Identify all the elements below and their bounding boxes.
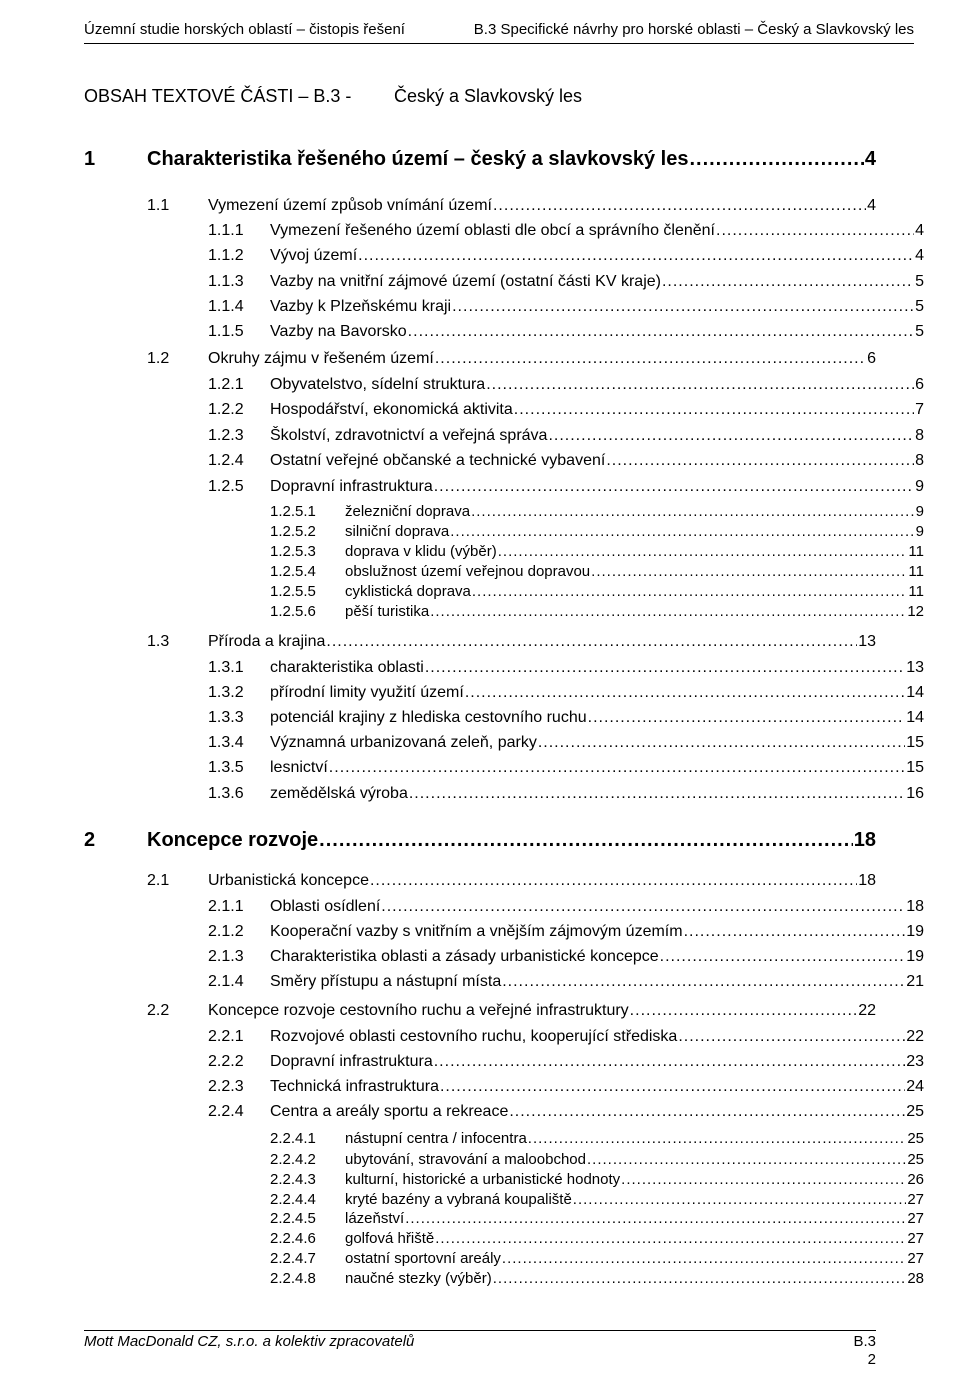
toc-entry-page: 13 bbox=[858, 633, 876, 650]
toc-entry-number: 1.2.5.3 bbox=[270, 543, 316, 560]
toc-entry[interactable] bbox=[208, 759, 924, 781]
toc-entry[interactable] bbox=[270, 523, 924, 545]
toc-dot-leader bbox=[319, 829, 853, 852]
toc-dot-leader bbox=[587, 1151, 906, 1168]
toc-dot-leader bbox=[381, 898, 905, 916]
toc-entry-page: 4 bbox=[915, 247, 924, 264]
toc-entry-page: 5 bbox=[915, 273, 924, 290]
toc-entry-page: 4 bbox=[915, 222, 924, 239]
toc-entry-number: 2.1.3 bbox=[208, 948, 244, 965]
toc-dot-leader bbox=[408, 323, 914, 341]
toc-dot-leader bbox=[409, 785, 905, 803]
document-title bbox=[84, 86, 583, 107]
toc-entry-label: kryté bazény a vybraná koupaliště bbox=[345, 1191, 572, 1208]
toc-entry[interactable] bbox=[270, 1230, 924, 1252]
footer-author: Mott MacDonald CZ, s.r.o. a kolektiv zpracovatelů bbox=[84, 1333, 415, 1350]
toc-entry-label: ubytování, stravování a maloobchod bbox=[345, 1151, 586, 1168]
toc-entry-page: 22 bbox=[858, 1002, 876, 1019]
header-right-text: B.3 Specifické návrhy pro horské oblasti – Český a Slavkovský les bbox=[473, 21, 914, 38]
toc-dot-leader bbox=[472, 583, 908, 600]
toc-entry[interactable] bbox=[270, 1270, 924, 1292]
toc-entry-number: 1.3.2 bbox=[208, 684, 244, 701]
toc-dot-leader bbox=[548, 427, 914, 445]
toc-entry[interactable] bbox=[208, 709, 924, 731]
toc-entry-page: 21 bbox=[906, 973, 924, 990]
toc-entry-label: Kooperační vazby s vnitřním a vnějším zájmovým územím bbox=[270, 923, 683, 940]
toc-entry-page: 19 bbox=[906, 948, 924, 965]
toc-entry-page: 25 bbox=[907, 1151, 924, 1168]
toc-entry-number: 2.2.4.8 bbox=[270, 1270, 316, 1287]
toc-entry[interactable] bbox=[208, 222, 924, 244]
toc-dot-leader bbox=[528, 1130, 907, 1147]
toc-dot-leader bbox=[435, 350, 866, 368]
toc-entry-number: 2.2.4.4 bbox=[270, 1191, 316, 1208]
toc-entry[interactable] bbox=[208, 923, 924, 945]
toc-entry[interactable] bbox=[208, 478, 924, 500]
toc-entry[interactable] bbox=[208, 898, 924, 920]
toc-entry-page: 15 bbox=[906, 734, 924, 751]
toc-entry-number: 2.2.4.5 bbox=[270, 1210, 316, 1227]
toc-entry-number: 2.1.2 bbox=[208, 923, 244, 940]
toc-entry-number: 1.2.5.2 bbox=[270, 523, 316, 540]
toc-entry-number: 2.2.4 bbox=[208, 1103, 244, 1120]
toc-dot-leader bbox=[689, 148, 863, 171]
toc-entry[interactable] bbox=[147, 872, 876, 894]
toc-entry-label: Okruhy zájmu v řešeném území bbox=[208, 350, 434, 367]
toc-entry-page: 5 bbox=[915, 323, 924, 340]
toc-entry-number: 1.2.5.4 bbox=[270, 563, 316, 580]
page-footer bbox=[84, 1330, 876, 1368]
toc-entry-page: 28 bbox=[907, 1270, 924, 1287]
toc-entry-number: 2.1.1 bbox=[208, 898, 244, 915]
toc-dot-leader bbox=[326, 633, 857, 651]
toc-entry-page: 9 bbox=[915, 478, 924, 495]
toc-entry-number: 1.1.3 bbox=[208, 273, 244, 290]
toc-dot-leader bbox=[498, 543, 908, 560]
toc-entry-label: Oblasti osídlení bbox=[270, 898, 381, 915]
toc-entry-page: 27 bbox=[907, 1250, 924, 1267]
toc-entry[interactable] bbox=[208, 376, 924, 398]
toc-entry-label: Centra a areály sportu a rekreace bbox=[270, 1103, 509, 1120]
toc-entry-label: lesnictví bbox=[270, 759, 328, 776]
toc-entry[interactable] bbox=[208, 273, 924, 295]
toc-entry-number: 1.3.1 bbox=[208, 659, 244, 676]
toc-dot-leader bbox=[630, 1002, 858, 1020]
toc-entry-label: golfová hřiště bbox=[345, 1230, 435, 1247]
toc-entry-label: Charakteristika oblasti a zásady urbanistické koncepce bbox=[270, 948, 659, 965]
toc-entry[interactable] bbox=[147, 633, 876, 655]
toc-entry-number: 1.3.6 bbox=[208, 785, 244, 802]
toc-entry-number: 2.2.4.2 bbox=[270, 1151, 316, 1168]
toc-entry-page: 11 bbox=[908, 563, 924, 580]
toc-entry-number: 2.1 bbox=[147, 872, 170, 889]
toc-dot-leader bbox=[591, 563, 907, 580]
toc-entry-page: 6 bbox=[867, 350, 876, 367]
toc-dot-leader bbox=[621, 1171, 906, 1188]
toc-entry-label: cyklistická doprava bbox=[345, 583, 471, 600]
toc-entry-number: 1.3.4 bbox=[208, 734, 244, 751]
toc-dot-leader bbox=[435, 1230, 906, 1247]
toc-entry-label: Vazby na vnitřní zájmové území (ostatní části KV kraje) bbox=[270, 273, 661, 290]
toc-entry[interactable] bbox=[208, 785, 924, 807]
toc-dot-leader bbox=[493, 197, 866, 215]
toc-entry[interactable] bbox=[84, 829, 876, 851]
toc-entry[interactable] bbox=[208, 684, 924, 706]
toc-entry-number: 1.1.1 bbox=[208, 222, 244, 239]
toc-entry-label: charakteristika oblasti bbox=[270, 659, 424, 676]
toc-dot-leader bbox=[358, 247, 914, 265]
toc-entry-label: Dopravní infrastruktura bbox=[270, 1053, 433, 1070]
toc-entry-page: 4 bbox=[864, 148, 876, 170]
toc-entry-label: pěší turistika bbox=[345, 603, 430, 620]
toc-entry-page: 27 bbox=[907, 1191, 924, 1208]
toc-entry-number: 1.3.5 bbox=[208, 759, 244, 776]
toc-entry[interactable] bbox=[270, 503, 924, 525]
document-title-subject: Český a Slavkovský les bbox=[394, 86, 583, 106]
toc-entry-page: 11 bbox=[908, 543, 924, 560]
document-title-prefix: OBSAH TEXTOVÉ ČÁSTI – B.3 - bbox=[84, 86, 352, 106]
toc-entry-page: 14 bbox=[906, 684, 924, 701]
toc-entry-page: 4 bbox=[867, 197, 876, 214]
toc-dot-leader bbox=[716, 222, 914, 240]
toc-entry[interactable] bbox=[208, 401, 924, 423]
toc-dot-leader bbox=[660, 948, 906, 966]
toc-entry-page: 25 bbox=[907, 1130, 924, 1147]
toc-dot-leader bbox=[425, 659, 905, 677]
toc-entry-page: 11 bbox=[908, 583, 924, 600]
toc-entry-number: 2.2.4.1 bbox=[270, 1130, 316, 1147]
toc-entry[interactable] bbox=[270, 1250, 924, 1272]
toc-entry-label: Rozvojové oblasti cestovního ruchu, kooperující střediska bbox=[270, 1028, 678, 1045]
toc-dot-leader bbox=[573, 1191, 907, 1208]
toc-entry-page: 7 bbox=[915, 401, 924, 418]
toc-entry-page: 18 bbox=[853, 829, 876, 851]
toc-dot-leader bbox=[430, 603, 906, 620]
toc-dot-leader bbox=[606, 452, 914, 470]
header-left-text: Územní studie horských oblastí – čistopis řešení bbox=[84, 21, 405, 38]
toc-dot-leader bbox=[678, 1028, 905, 1046]
toc-entry[interactable] bbox=[208, 1078, 924, 1100]
toc-dot-leader bbox=[514, 401, 914, 419]
toc-entry-label: železniční doprava bbox=[345, 503, 471, 520]
toc-entry-page: 22 bbox=[906, 1028, 924, 1045]
toc-entry-page: 24 bbox=[906, 1078, 924, 1095]
toc-entry-number: 1.2.1 bbox=[208, 376, 244, 393]
toc-dot-leader bbox=[329, 759, 905, 777]
toc-entry[interactable] bbox=[208, 452, 924, 474]
toc-dot-leader bbox=[509, 1103, 905, 1121]
toc-entry-page: 8 bbox=[915, 452, 924, 469]
toc-entry-label: Koncepce rozvoje cestovního ruchu a veřejné infrastruktury bbox=[208, 1002, 629, 1019]
page-header bbox=[84, 21, 914, 44]
toc-entry[interactable] bbox=[270, 1130, 924, 1152]
toc-entry-page: 19 bbox=[906, 923, 924, 940]
toc-entry-label: zemědělská výroba bbox=[270, 785, 408, 802]
toc-entry-number: 1.1.2 bbox=[208, 247, 244, 264]
toc-entry-number: 2.2.1 bbox=[208, 1028, 244, 1045]
toc-entry-page: 26 bbox=[907, 1171, 924, 1188]
toc-entry[interactable] bbox=[270, 1171, 924, 1193]
toc-dot-leader bbox=[588, 709, 906, 727]
toc-entry-label: Vazby k Plzeňskému kraji bbox=[270, 298, 452, 315]
toc-entry-label: Vývoj území bbox=[270, 247, 358, 264]
toc-entry[interactable] bbox=[270, 1210, 924, 1232]
toc-dot-leader bbox=[493, 1270, 907, 1287]
toc-dot-leader bbox=[440, 1078, 905, 1096]
toc-entry-label: Dopravní infrastruktura bbox=[270, 478, 433, 495]
toc-entry-number: 1.1.5 bbox=[208, 323, 244, 340]
toc-dot-leader bbox=[471, 503, 915, 520]
toc-entry[interactable] bbox=[270, 563, 924, 585]
footer-page-number: 2 bbox=[867, 1351, 876, 1368]
toc-entry-page: 27 bbox=[907, 1210, 924, 1227]
toc-dot-leader bbox=[486, 376, 914, 394]
toc-entry-number: 1.2 bbox=[147, 350, 170, 367]
toc-entry[interactable] bbox=[208, 659, 924, 681]
toc-entry-number: 1.2.4 bbox=[208, 452, 244, 469]
toc-entry[interactable] bbox=[147, 1002, 876, 1024]
toc-entry[interactable] bbox=[270, 603, 924, 625]
toc-entry-page: 9 bbox=[915, 523, 924, 540]
toc-entry-page: 13 bbox=[906, 659, 924, 676]
toc-entry-label: obslužnost území veřejnou dopravou bbox=[345, 563, 591, 580]
toc-entry-label: Hospodářství, ekonomická aktivita bbox=[270, 401, 513, 418]
toc-entry[interactable] bbox=[208, 1028, 924, 1050]
toc-dot-leader bbox=[684, 923, 906, 941]
toc-dot-leader bbox=[450, 523, 914, 540]
toc-entry[interactable] bbox=[208, 247, 924, 269]
toc-entry-label: silniční doprava bbox=[345, 523, 450, 540]
toc-dot-leader bbox=[452, 298, 914, 316]
toc-entry-number: 1.1 bbox=[147, 197, 170, 214]
toc-dot-leader bbox=[662, 273, 914, 291]
toc-entry-number: 1.2.5.5 bbox=[270, 583, 316, 600]
toc-entry-label: Urbanistická koncepce bbox=[208, 872, 369, 889]
toc-entry-number: 1.2.5.1 bbox=[270, 503, 316, 520]
toc-dot-leader bbox=[405, 1210, 906, 1227]
toc-entry-label: ostatní sportovní areály bbox=[345, 1250, 501, 1267]
toc-entry-label: Ostatní veřejné občanské a technické vybavení bbox=[270, 452, 606, 469]
toc-entry-number: 1.1.4 bbox=[208, 298, 244, 315]
toc-entry[interactable] bbox=[208, 973, 924, 995]
toc-entry[interactable] bbox=[208, 427, 924, 449]
toc-entry-label: Školství, zdravotnictví a veřejná správa bbox=[270, 427, 548, 444]
toc-entry-page: 23 bbox=[906, 1053, 924, 1070]
toc-entry-page: 5 bbox=[915, 298, 924, 315]
toc-entry-label: Koncepce rozvoje bbox=[147, 829, 319, 851]
toc-entry-page: 25 bbox=[906, 1103, 924, 1120]
toc-entry[interactable] bbox=[208, 734, 924, 756]
toc-entry-page: 12 bbox=[907, 603, 924, 620]
toc-entry-number: 1.3 bbox=[147, 633, 170, 650]
toc-entry-page: 14 bbox=[906, 709, 924, 726]
toc-entry-page: 15 bbox=[906, 759, 924, 776]
toc-entry[interactable] bbox=[208, 948, 924, 970]
toc-dot-leader bbox=[370, 872, 857, 890]
toc-dot-leader bbox=[502, 973, 905, 991]
toc-entry[interactable] bbox=[147, 350, 876, 372]
toc-entry-label: Příroda a krajina bbox=[208, 633, 326, 650]
toc-entry-number: 1.2.2 bbox=[208, 401, 244, 418]
toc-entry-label: doprava v klidu (výběr) bbox=[345, 543, 497, 560]
toc-entry-page: 18 bbox=[858, 872, 876, 889]
toc-entry-page: 27 bbox=[907, 1230, 924, 1247]
toc-entry-page: 18 bbox=[906, 898, 924, 915]
toc-entry-number: 2 bbox=[84, 829, 96, 851]
toc-entry-number: 2.2.4.6 bbox=[270, 1230, 316, 1247]
toc-entry[interactable] bbox=[270, 583, 924, 605]
toc-entry-label: Vazby na Bavorsko bbox=[270, 323, 407, 340]
toc-entry-number: 2.2.2 bbox=[208, 1053, 244, 1070]
toc-dot-leader bbox=[502, 1250, 906, 1267]
toc-entry-page: 6 bbox=[915, 376, 924, 393]
toc-entry-label: nástupní centra / infocentra bbox=[345, 1130, 527, 1147]
toc-entry-number: 1.2.5.6 bbox=[270, 603, 316, 620]
toc-entry-number: 2.2 bbox=[147, 1002, 170, 1019]
toc-entry[interactable] bbox=[208, 1053, 924, 1075]
toc-dot-leader bbox=[434, 478, 914, 496]
toc-entry[interactable] bbox=[208, 298, 924, 320]
toc-entry-number: 1.2.3 bbox=[208, 427, 244, 444]
toc-entry-number: 2.2.4.3 bbox=[270, 1171, 316, 1188]
toc-entry-label: Směry přístupu a nástupní místa bbox=[270, 973, 502, 990]
toc-entry-number: 2.1.4 bbox=[208, 973, 244, 990]
toc-entry-page: 9 bbox=[915, 503, 924, 520]
toc-entry-number: 1 bbox=[84, 148, 96, 170]
toc-dot-leader bbox=[434, 1053, 905, 1071]
toc-entry[interactable] bbox=[147, 197, 876, 219]
toc-entry-label: Obyvatelstvo, sídelní struktura bbox=[270, 376, 486, 393]
toc-entry-label: potenciál krajiny z hlediska cestovního ruchu bbox=[270, 709, 587, 726]
toc-entry-label: Technická infrastruktura bbox=[270, 1078, 439, 1095]
toc-entry[interactable] bbox=[270, 1151, 924, 1173]
toc-entry-label: přírodní limity využití území bbox=[270, 684, 464, 701]
toc-entry-number: 2.2.4.7 bbox=[270, 1250, 316, 1267]
toc-dot-leader bbox=[538, 734, 905, 752]
toc-entry-label: lázeňství bbox=[345, 1210, 405, 1227]
toc-entry[interactable] bbox=[208, 1103, 924, 1125]
toc-entry-number: 1.3.3 bbox=[208, 709, 244, 726]
toc-entry-page: 8 bbox=[915, 427, 924, 444]
toc-entry[interactable] bbox=[208, 323, 924, 345]
toc-entry-number: 2.2.3 bbox=[208, 1078, 244, 1095]
toc-entry-label: Významná urbanizovaná zeleň, parky bbox=[270, 734, 537, 751]
toc-dot-leader bbox=[465, 684, 905, 702]
toc-entry-page: 16 bbox=[906, 785, 924, 802]
toc-entry-label: naučné stezky (výběr) bbox=[345, 1270, 492, 1287]
toc-entry[interactable] bbox=[270, 543, 924, 565]
toc-entry-label: Charakteristika řešeného území – český a slavkovský les bbox=[147, 148, 689, 170]
toc-entry-label: kulturní, historické a urbanistické hodnoty bbox=[345, 1171, 621, 1188]
footer-section: B.3 bbox=[853, 1333, 876, 1350]
toc-entry-number: 1.2.5 bbox=[208, 478, 244, 495]
toc-entry[interactable] bbox=[84, 148, 876, 170]
toc-entry-label: Vymezení řešeného území oblasti dle obcí a správního členění bbox=[270, 222, 715, 239]
toc-entry-label: Vymezení území způsob vnímání území bbox=[208, 197, 492, 214]
